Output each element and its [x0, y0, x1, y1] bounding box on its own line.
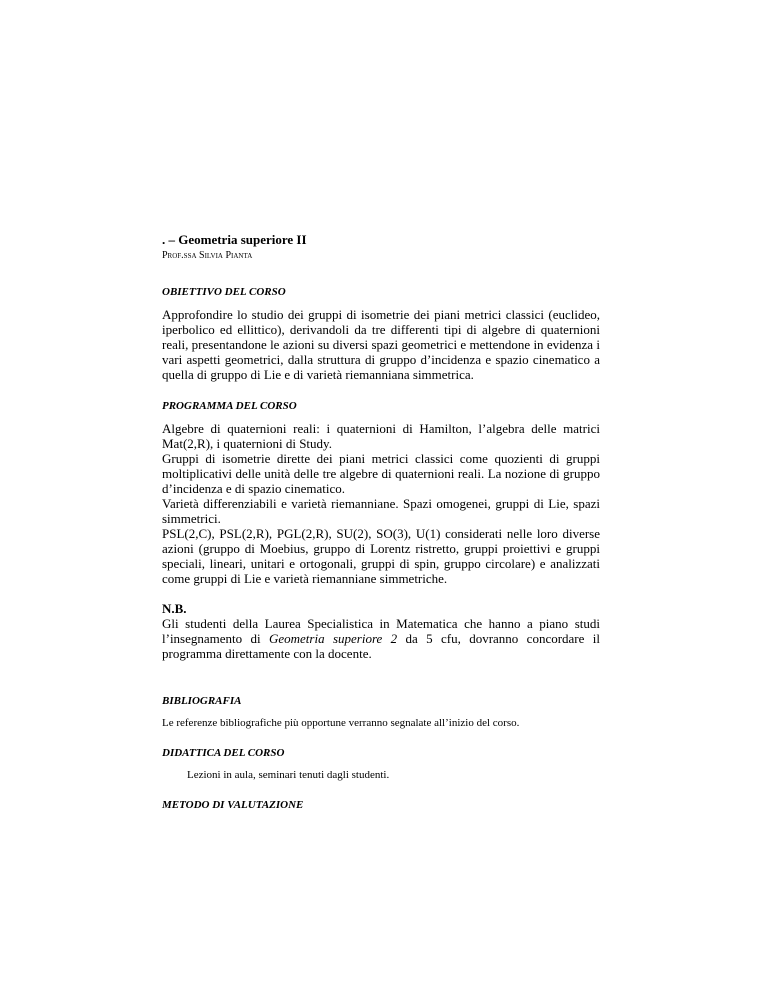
course-author: Prof.ssa Silvia Pianta: [162, 250, 253, 261]
obiettivo-text: Approfondire lo studio dei gruppi di isometrie dei piani metrici classici (euclideo, iperbolico ed ellittico), derivandoli da tre differenti tipi di algebre di quaternioni reali, presentandone le azioni su diversi spazi geometrici e mettendone in evidenza i vari aspetti geometrici, dalla struttura di gruppo d’incidenza e spazio cinematico a quella di gruppo di Lie e di varietà riemanniana simmetrica.: [162, 307, 600, 382]
programma-paragraph-3: Varietà differenziabili e varietà riemanniane. Spazi omogenei, gruppi di Lie, spazi simmetrici.: [162, 496, 600, 526]
obiettivo-heading: OBIETTIVO DEL CORSO: [162, 286, 286, 298]
programma-paragraph-4: PSL(2,C), PSL(2,R), PGL(2,R), SU(2), SO(3), U(1) considerati nelle loro diverse azioni (gruppo di Moebius, gruppo di Lorentz ristretto, gruppi proiettivi e gruppi speciali, lineari, unitari e ortogonali, gruppi di spin, gruppo circolare) e analizzati come gruppi di Lie e varietà riemanniane simmetriche.: [162, 526, 600, 586]
nb-text-before: Gli studenti della Laurea Specialistica in Matematica che hanno a piano studi l’insegnamento di: [162, 616, 600, 646]
nb-text-after: da 5 cfu, dovranno concordare il programma direttamente con la docente.: [162, 631, 600, 661]
programma-paragraph-1: Algebre di quaternioni reali: i quaternioni di Hamilton, l’algebra delle matrici Mat(2,R), i quaternioni di Study.: [162, 421, 600, 451]
nb-heading: N.B.: [162, 601, 187, 616]
document-page: [162, 232, 600, 812]
bibliografia-text: Le referenze bibliografiche più opportune verranno segnalate all’inizio del corso.: [162, 717, 520, 729]
course-title: . – Geometria superiore II: [162, 232, 307, 247]
didattica-text: Lezioni in aula, seminari tenuti dagli studenti.: [187, 769, 390, 781]
bibliografia-heading: BIBLIOGRAFIA: [162, 695, 242, 707]
nb-text: [162, 616, 600, 661]
valutazione-heading: METODO DI VALUTAZIONE: [162, 799, 304, 811]
programma-paragraph-2: Gruppi di isometrie dirette dei piani metrici classici come quozienti di gruppi moltiplicativi delle unità delle tre algebre di quaternioni reali. La nozione di gruppo d’incidenza e di spazio cinematico.: [162, 451, 600, 496]
nb-course-name: Geometria superiore 2: [268, 631, 398, 646]
programma-heading: PROGRAMMA DEL CORSO: [162, 400, 297, 412]
didattica-heading: DIDATTICA DEL CORSO: [162, 747, 285, 759]
